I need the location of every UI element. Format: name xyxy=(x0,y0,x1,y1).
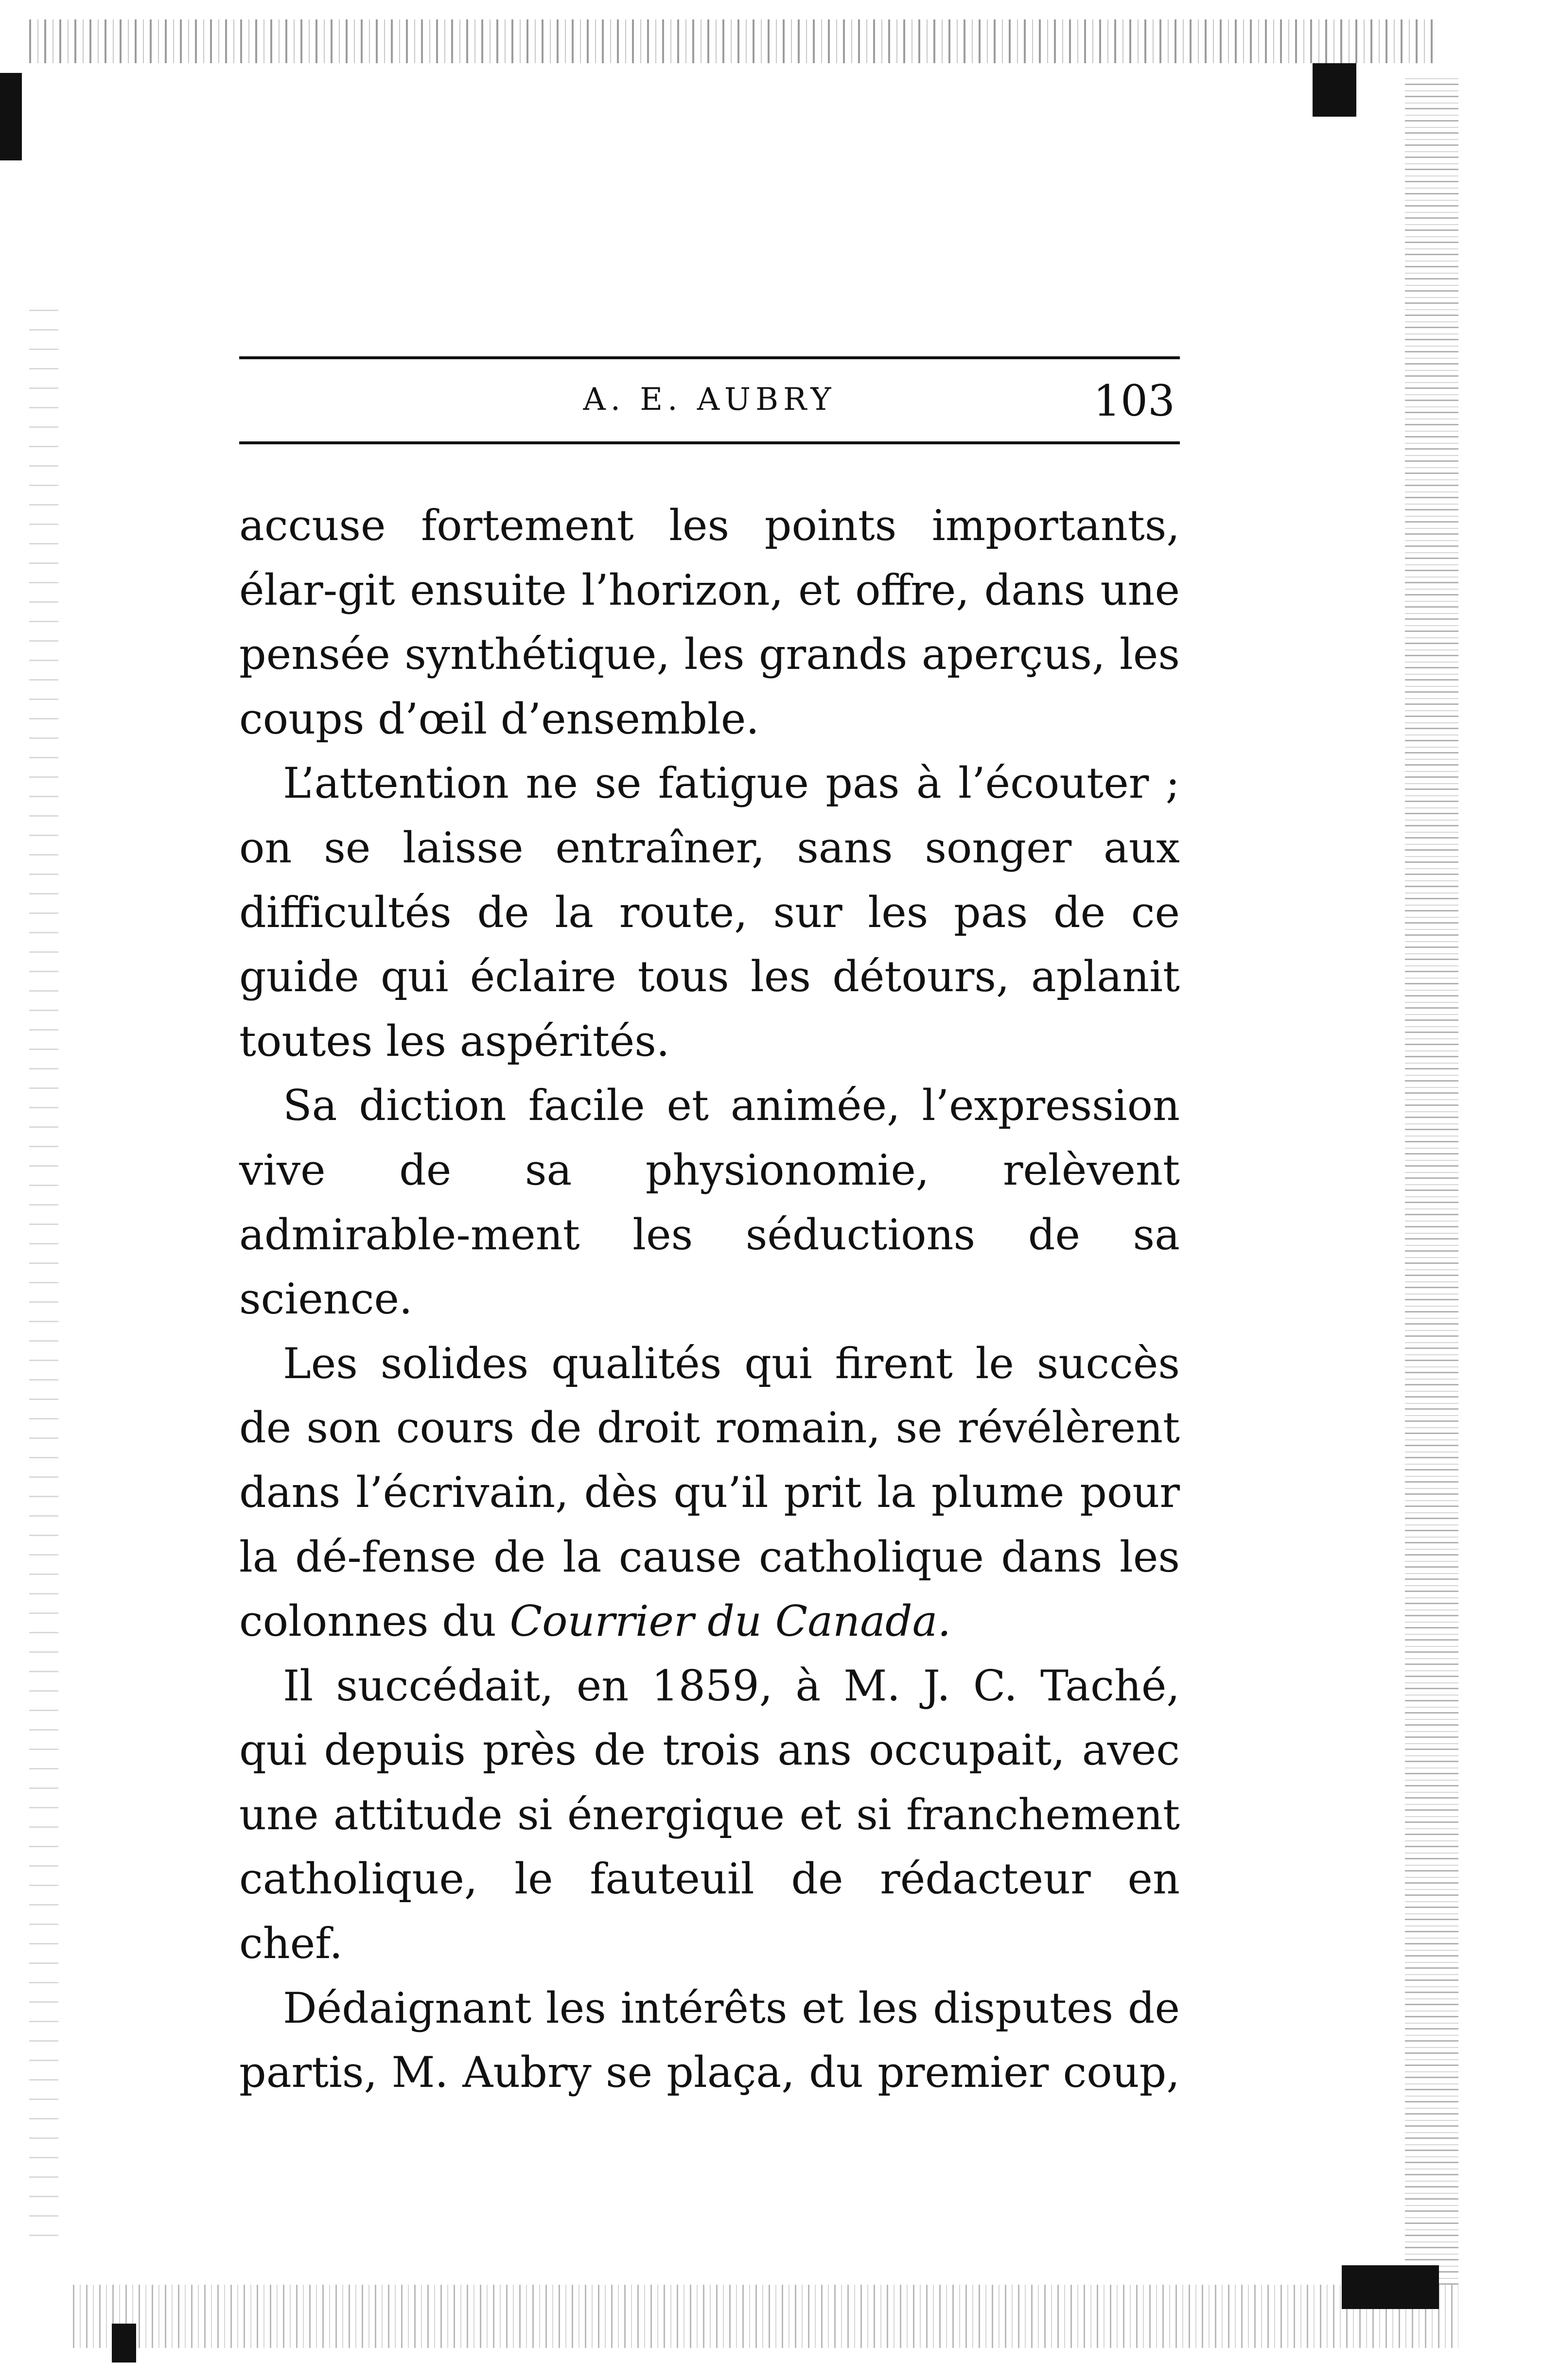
scan-corner-mark-top-right xyxy=(1313,63,1356,117)
scan-corner-mark-bottom-left xyxy=(112,2324,136,2362)
page-number: 103 xyxy=(1093,376,1175,426)
paragraph-5: Il succédait, en 1859, à M. J. C. Taché, qui depuis près de trois ans occupait, avec une attitude si énergique et si franchement catholique, le fauteuil de rédacteur en chef. xyxy=(239,1661,1180,1969)
scan-border-right xyxy=(1405,73,1458,2285)
scan-border-bottom xyxy=(73,2285,1458,2348)
newspaper-title: Courrier du Canada. xyxy=(509,1596,951,1646)
page-header xyxy=(239,348,1180,445)
paragraph-1: accuse fortement les points importants, élar-git ensuite l’horizon, et offre, dans une pensée synthétique, les grands aperçus, les coups d’œil d’ensemble. xyxy=(239,501,1180,744)
scan-border-top xyxy=(29,19,1439,63)
scan-corner-mark-top-left xyxy=(0,73,22,160)
paragraph-4 xyxy=(239,1331,1180,1654)
header-rule-top xyxy=(239,356,1180,359)
paragraph-4-text: Les solides qualités qui firent le succès de son cours de droit romain, se révélèrent dans l’écrivain, dès qu’il prit la plume pour la dé-fense de la cause catholique dans les colonnes du xyxy=(239,1338,1180,1646)
body-text xyxy=(239,493,1180,2105)
header-rule-bottom xyxy=(239,441,1180,444)
paragraph-3: Sa diction facile et animée, l’expression vive de sa physionomie, relèvent admirable-ment les séductions de sa science. xyxy=(239,1081,1180,1324)
running-head: A. E. AUBRY xyxy=(583,382,836,418)
paragraph-6: Dédaignant les intérêts et les disputes de partis, M. Aubry se plaça, du premier coup, xyxy=(239,1983,1180,2098)
paragraph-2: L’attention ne se fatigue pas à l’écouter ; on se laisse entraîner, sans songer aux difficultés de la route, sur les pas de ce guide qui éclaire tous les détours, aplanit toutes les aspérités. xyxy=(239,758,1180,1066)
scan-border-left xyxy=(29,292,58,2236)
scan-corner-mark-bottom-right xyxy=(1342,2265,1439,2309)
